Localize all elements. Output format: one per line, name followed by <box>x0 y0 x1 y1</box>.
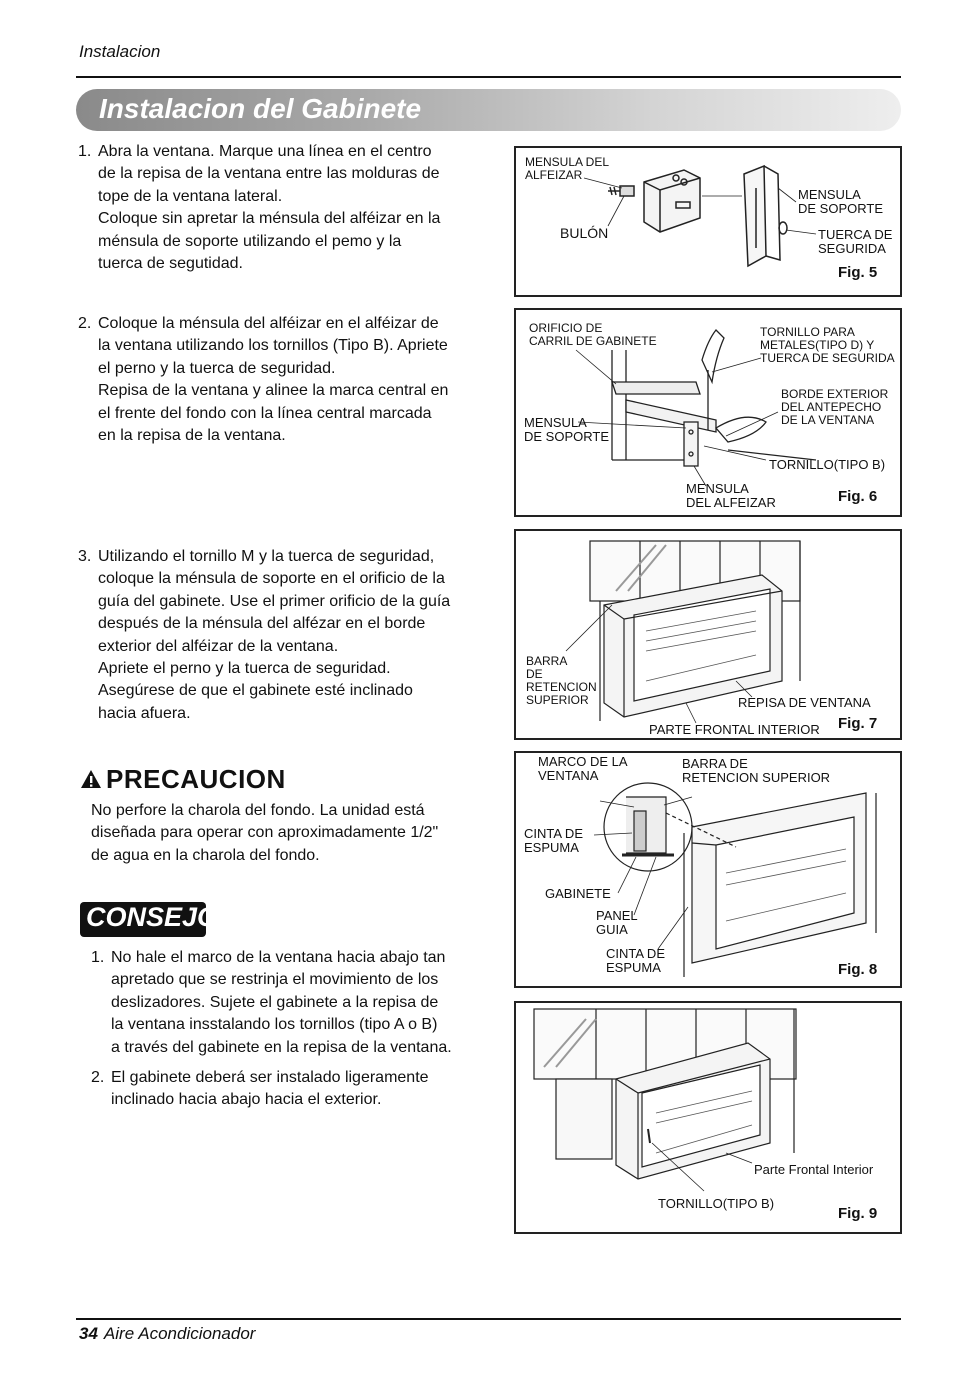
label: TUERCA DE SEGURIDA <box>818 227 893 256</box>
step-number: 3. <box>78 548 92 565</box>
tip-number: 1. <box>91 949 105 966</box>
figure-caption: Fig. 6 <box>838 488 878 505</box>
step-3 <box>78 546 498 725</box>
label: PARTE FRONTAL INTERIOR <box>649 722 820 737</box>
label: CINTA DE ESPUMA <box>606 946 665 975</box>
step-text: Utilizando el tornillo M y la tuerca de seguridad, coloque la ménsula de soporte en el orificio de la guía del gabinete. Use el primer orificio de la guía después de la ménsula del alfézar en el borde exterior del alféizar de la ventana. Apriete el perno y la tuerca de seguridad. Asegúrese de que el gabinete esté inclinado hacia afuera. <box>98 548 451 722</box>
label: GABINETE <box>545 886 611 901</box>
figure-8 <box>514 751 902 988</box>
figure-6 <box>514 308 902 517</box>
figure-caption: Fig. 9 <box>838 1205 878 1222</box>
figure-caption: Fig. 7 <box>838 715 878 732</box>
figure-7 <box>514 529 902 740</box>
label: BARRA DE RETENCION SUPERIOR <box>682 756 831 785</box>
label: MENSULA DEL ALFEIZAR <box>686 481 776 510</box>
step-text: Coloque la ménsula del alféizar en el alféizar de la ventana utilizando los tornillos (Tipo B). Apriete el perno y la tuerca de seguridad. Repisa de la ventana y alinee la marca central en el frente del fondo con la línea central marcada en la repisa de la ventana. <box>98 315 449 445</box>
step-1 <box>78 141 498 275</box>
section-label: Instalacion <box>79 42 161 61</box>
step-number: 1. <box>78 143 92 160</box>
precaucion-text: No perfore la charola del fondo. La unidad está diseñada para operar con aproximadamente 1/2" de agua en la charola del fondo. <box>91 802 439 864</box>
footer-title: Aire Acondicionador <box>103 1324 256 1343</box>
figure-9 <box>514 1001 902 1234</box>
label: CINTA DE ESPUMA <box>524 826 583 855</box>
seal-detail-illustration <box>516 753 900 986</box>
figure-caption: Fig. 5 <box>838 264 878 281</box>
label: Parte Frontal Interior <box>754 1162 874 1177</box>
footer <box>79 1324 255 1344</box>
tip-text: El gabinete deberá ser instalado ligeramente inclinado hacia abajo hacia el exterior. <box>111 1069 429 1109</box>
step-2 <box>78 313 498 447</box>
tip-text: No hale el marco de la ventana hacia abajo tan apretado que se restrinja el movimiento de los deslizadores. Sujete el gabinete a la repisa de la ventana insstalando los tornillos (tipo A o B) a través del gabinete en la repisa de la ventana. <box>111 949 452 1056</box>
label: BULÓN <box>560 225 609 241</box>
label: MENSULA DEL ALFEIZAR <box>525 155 610 182</box>
label: TORNILLO(TIPO B) <box>769 457 886 472</box>
page-title: Instalacion del Gabinete <box>99 93 422 124</box>
label: ORIFICIO DE CARRIL DE GABINETE <box>529 321 657 348</box>
label: MARCO DE LA VENTANA <box>538 754 628 783</box>
label: TORNILLO PARA METALES(TIPO D) Y TUERCA DE SEGURIDA <box>760 325 895 365</box>
footer-rule <box>76 1318 901 1320</box>
tip-2 <box>91 1067 501 1112</box>
step-text: Abra la ventana. Marque una línea en el centro de la repisa de la ventana entre las molduras de tope de la ventana lateral. Coloque sin apretar la ménsula del alféizar en la ménsula de soporte utilizando el pemo y la tuerca de segutidad. <box>98 143 441 273</box>
page-number: 34 <box>79 1324 98 1343</box>
header-rule <box>76 76 901 78</box>
label: BARRA DE RETENCION SUPERIOR <box>526 654 597 707</box>
figure-5 <box>514 146 902 297</box>
step-number: 2. <box>78 315 92 332</box>
label: TORNILLO(TIPO B) <box>658 1196 775 1211</box>
precaucion-title: PRECAUCION <box>106 764 286 794</box>
label: REPISA DE VENTANA <box>738 695 871 710</box>
warning-icon <box>80 769 102 789</box>
label: PANEL GUIA <box>596 908 638 937</box>
tip-1 <box>91 947 501 1059</box>
label: BORDE EXTERIOR DEL ANTEPECHO DE LA VENTANA <box>781 387 889 427</box>
figure-caption: Fig. 8 <box>838 961 878 978</box>
consejo-title: CONSEJO <box>86 902 219 932</box>
label: MENSULA DE SOPORTE <box>524 415 610 444</box>
tip-number: 2. <box>91 1069 105 1086</box>
label: MENSULA DE SOPORTE <box>798 187 884 216</box>
